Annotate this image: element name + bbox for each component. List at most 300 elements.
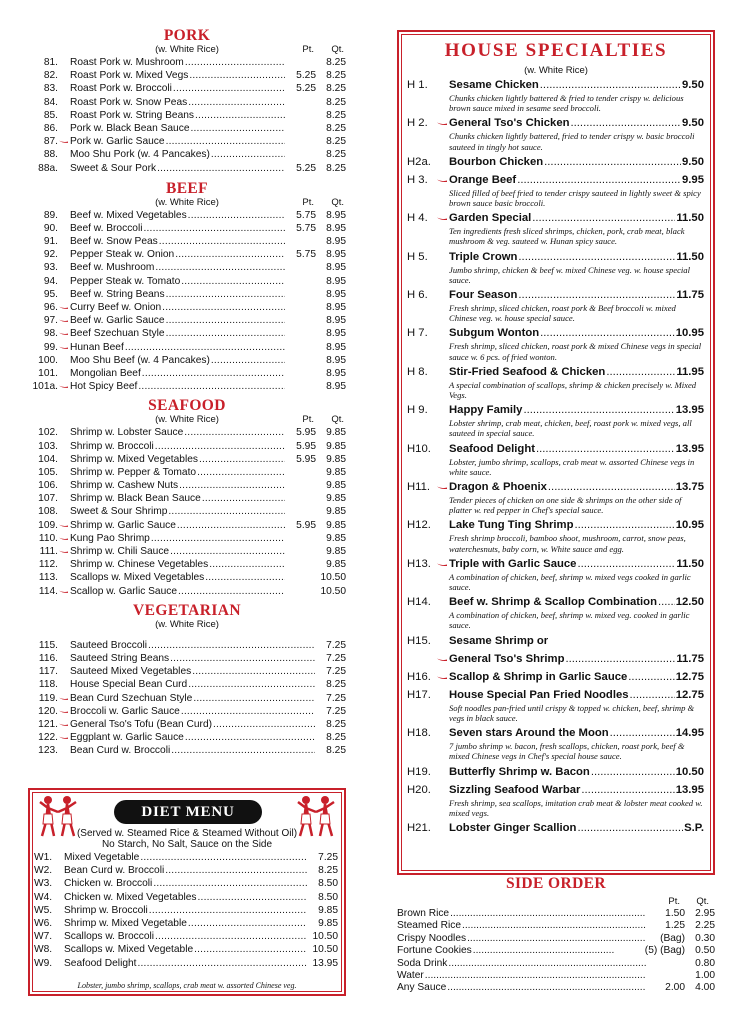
menu-item-row[interactable] — [28, 665, 346, 678]
menu-item-row[interactable] — [28, 341, 346, 354]
menu-item-row[interactable] — [28, 222, 346, 235]
menu-item-row[interactable] — [28, 248, 346, 261]
house-special-header — [407, 726, 704, 741]
menu-item-row[interactable] — [28, 209, 346, 222]
section-subheader — [28, 197, 346, 209]
item-description: Soft noodles pan-fried until crispy & topped w. chicken, beef, shrimp & vegs in black sauce. — [449, 702, 695, 723]
dot-leader — [628, 670, 674, 685]
item-name: Subgum Wonton — [449, 327, 540, 340]
menu-item-row[interactable] — [28, 367, 346, 380]
house-special-item[interactable] — [407, 480, 704, 515]
item-line — [64, 930, 338, 943]
side-order-items — [397, 908, 715, 995]
house-special-header — [407, 155, 704, 170]
menu-item-row[interactable] — [28, 692, 346, 705]
item-code: H2a. — [407, 155, 431, 168]
dot-leader — [143, 222, 285, 235]
quart-price: 8.95 — [326, 249, 346, 261]
diet-item-row[interactable] — [34, 864, 338, 877]
pint-price — [286, 466, 316, 479]
house-special-item[interactable] — [407, 78, 704, 113]
house-special-item[interactable] — [407, 155, 704, 170]
quart-price: 9.85 — [326, 466, 346, 478]
dot-leader — [213, 718, 315, 731]
quart-price: 8.95 — [326, 328, 346, 340]
side-order-row[interactable] — [397, 958, 715, 970]
section-subheader — [28, 619, 346, 631]
item-description: Fresh shrimp, sliced chicken, roast pork & Beef broccoli w. mixed Chinese veg. w. house special sauce. — [449, 303, 676, 324]
menu-item-row[interactable] — [28, 261, 346, 274]
section-note: (w. White Rice) — [155, 618, 219, 630]
dot-leader — [190, 122, 285, 135]
item-number: 117. — [38, 666, 58, 678]
item-name: Butterfly Shrimp w. Bacon — [449, 765, 590, 778]
item-name: Bean Curd Szechuan Style — [70, 692, 193, 704]
item-number: 110. — [38, 532, 58, 544]
item-line — [449, 726, 704, 741]
item-name: Shrimp w. Mixed Vegetable — [64, 917, 187, 929]
quart-price: 8.25 — [326, 149, 346, 161]
item-line — [70, 248, 346, 261]
dot-leader — [192, 665, 315, 678]
diet-item-row[interactable] — [34, 943, 338, 956]
quart-price: 4.00 — [695, 982, 715, 994]
item-price: S.P. — [684, 821, 704, 834]
house-special-header — [407, 652, 704, 667]
item-name: Pepper Steak w. Onion — [70, 249, 175, 261]
house-special-item[interactable] — [407, 288, 704, 323]
menu-item-row[interactable] — [28, 744, 346, 757]
item-name: Beef w. Garlic Sauce — [70, 315, 165, 327]
item-name: Crispy Noodles — [397, 932, 467, 944]
dot-leader — [209, 558, 285, 571]
item-name: Roast Pork w. Mushroom — [70, 57, 184, 68]
pint-price: (5) (Bag) — [644, 945, 685, 957]
section-title: SIDE ORDER — [505, 875, 607, 892]
dot-leader — [177, 519, 285, 532]
dot-leader — [517, 173, 681, 188]
item-price: 8.50 — [318, 878, 338, 890]
item-number: 85. — [43, 109, 58, 121]
item-name: Shrimp w. Black Bean Sauce — [70, 493, 201, 505]
menu-item-row[interactable] — [28, 327, 346, 340]
quart-price: 8.95 — [326, 367, 346, 379]
menu-item-row[interactable] — [28, 426, 346, 439]
dot-leader — [571, 116, 681, 131]
hot-spicy-icon — [59, 736, 68, 739]
menu-item-row[interactable] — [28, 69, 346, 82]
item-line — [70, 69, 346, 82]
item-number: 111. — [39, 546, 58, 557]
item-number: 123. — [38, 745, 58, 757]
dot-leader — [165, 864, 307, 877]
menu-item-row[interactable] — [28, 466, 346, 479]
menu-item-row[interactable] — [28, 652, 346, 665]
dot-leader — [189, 69, 285, 82]
item-line — [449, 557, 704, 572]
pint-price: 5.95 — [296, 519, 316, 531]
house-special-item[interactable] — [407, 634, 704, 649]
item-name: Eggplant w. Garlic Sauce — [70, 732, 184, 744]
menu-item-row[interactable] — [28, 96, 346, 109]
pint-price — [286, 109, 316, 122]
item-number: 102. — [38, 427, 58, 439]
pint-price — [286, 354, 316, 367]
house-special-item[interactable] — [407, 365, 704, 400]
menu-item-row[interactable] — [28, 440, 346, 453]
menu-item-row[interactable] — [28, 505, 346, 518]
item-description: Sliced filled of beef fried to tender crispy sauteed in lightly sweet & spicy brown sauce basic broccoli. — [449, 187, 701, 209]
quart-price: 10.50 — [320, 572, 346, 584]
item-line — [449, 211, 704, 226]
menu-item-row[interactable] — [28, 275, 346, 288]
item-line — [70, 162, 346, 175]
item-code: H18. — [407, 727, 431, 740]
pint-label: Pt. — [302, 414, 314, 426]
house-special-item[interactable] — [407, 688, 704, 723]
dot-leader — [155, 930, 307, 943]
pint-price — [286, 558, 316, 571]
quart-price: 0.50 — [695, 945, 715, 957]
quart-price: 9.85 — [326, 427, 346, 439]
house-special-header — [407, 326, 704, 341]
pint-price: 5.75 — [296, 222, 316, 234]
item-name: Hot Spicy Beef — [70, 381, 138, 393]
side-order-section — [397, 876, 715, 995]
menu-item-row[interactable] — [28, 380, 346, 393]
dot-leader — [171, 744, 315, 757]
item-name: Fortune Cookies — [397, 945, 472, 957]
item-number: 94. — [43, 275, 58, 287]
item-line — [70, 545, 346, 558]
quart-price: 7.25 — [326, 666, 346, 678]
dot-leader — [518, 250, 675, 265]
house-special-header — [407, 518, 704, 533]
item-line — [70, 380, 346, 393]
house-special-item[interactable] — [407, 783, 704, 818]
quart-price: 8.95 — [326, 354, 346, 366]
house-special-item[interactable] — [407, 173, 704, 208]
quart-price: 8.25 — [326, 136, 346, 148]
dot-leader — [151, 532, 285, 545]
quart-price: 8.95 — [326, 288, 346, 300]
menu-item-row[interactable] — [28, 162, 346, 175]
item-line — [449, 765, 704, 780]
item-number: 96. — [43, 302, 58, 313]
dot-leader — [125, 341, 285, 354]
dot-leader — [148, 639, 315, 652]
item-line — [449, 821, 704, 836]
pint-price — [286, 327, 316, 340]
menu-item-row[interactable] — [28, 82, 346, 95]
quart-price: 9.85 — [326, 559, 346, 571]
quart-price: 2.95 — [695, 908, 715, 919]
house-special-item[interactable] — [407, 403, 704, 438]
item-number: 81. — [43, 57, 58, 68]
item-number: 92. — [43, 249, 58, 261]
item-line — [70, 519, 346, 532]
item-price: 11.75 — [676, 652, 704, 665]
house-special-item[interactable] — [407, 250, 704, 285]
menu-item-row[interactable] — [28, 585, 346, 598]
item-line — [64, 877, 338, 890]
dot-leader — [157, 162, 285, 175]
diet-item-row[interactable] — [34, 891, 338, 904]
dot-leader — [581, 783, 674, 798]
item-line — [70, 82, 346, 95]
item-line — [70, 479, 346, 492]
side-order-row[interactable] — [397, 982, 715, 994]
dot-leader — [658, 595, 675, 610]
quart-price: 9.85 — [326, 453, 346, 465]
pint-label: Pt. — [302, 44, 314, 55]
item-name: Dragon & Phoenix — [449, 481, 547, 494]
menu-item-row[interactable] — [28, 639, 346, 652]
menu-item-row[interactable] — [28, 519, 346, 532]
side-order-row[interactable] — [397, 920, 715, 932]
item-name: Shrimp w. Broccoli — [64, 904, 148, 916]
menu-item-row[interactable] — [28, 288, 346, 301]
hot-spicy-icon — [59, 385, 68, 388]
dot-leader — [188, 209, 285, 222]
house-special-header — [407, 250, 704, 265]
house-special-item[interactable] — [407, 211, 704, 246]
dot-leader — [155, 440, 285, 453]
house-special-item[interactable] — [407, 557, 704, 592]
item-name: Sauteed Broccoli — [70, 639, 148, 651]
item-name: Roast Pork w. String Beans — [70, 109, 195, 121]
item-name: Shrimp w. Garlic Sauce — [70, 519, 176, 531]
item-description: Chunks chicken lightly battered & fried to tender crispy w. delicious brown sauce mixed in sesame seed broccoli. — [449, 93, 684, 114]
pint-price — [286, 235, 316, 248]
item-number: 93. — [43, 262, 58, 274]
dot-leader — [211, 148, 285, 161]
house-special-item[interactable] — [407, 726, 704, 761]
menu-item-row[interactable] — [28, 545, 346, 558]
item-line — [70, 109, 346, 122]
item-name: Triple with Garlic Sauce — [449, 557, 577, 570]
item-code: H 2. — [407, 117, 428, 130]
item-price: 10.95 — [675, 327, 704, 340]
item-number: 90. — [43, 222, 58, 234]
dot-leader — [188, 917, 307, 930]
pint-price — [286, 545, 316, 558]
item-name: Moo Shu Pork (w. 4 Pancakes) — [70, 149, 210, 161]
item-line — [70, 585, 346, 598]
quart-label: Qt. — [331, 414, 344, 426]
hot-spicy-icon — [437, 122, 447, 125]
item-name: Pork w. Black Bean Sauce — [70, 122, 190, 134]
side-order-row[interactable] — [397, 970, 715, 982]
dot-leader — [138, 380, 285, 393]
quart-price: 9.85 — [326, 506, 346, 518]
diet-item-row[interactable] — [34, 957, 338, 970]
house-special-item[interactable] — [407, 116, 704, 151]
menu-item-row[interactable] — [28, 718, 346, 731]
item-description: Chunks chicken lightly battered, fried to tender crispy w. basic broccoli sauteed in tingly hot sauce. — [449, 131, 695, 152]
item-name: Sauteed String Beans — [70, 652, 170, 664]
item-number: 118. — [38, 679, 58, 691]
menu-item-row[interactable] — [28, 56, 346, 69]
item-line — [70, 440, 346, 453]
house-special-item[interactable] — [407, 326, 704, 361]
dot-leader — [175, 248, 285, 261]
dot-leader — [548, 480, 675, 495]
section-title: VEGETARIAN — [133, 601, 241, 619]
diet-item-row[interactable] — [34, 877, 338, 890]
pint-price — [286, 314, 316, 327]
hot-spicy-icon — [437, 658, 447, 661]
dot-leader — [194, 943, 307, 956]
item-name: Chicken w. Mixed Vegetables — [64, 891, 197, 903]
house-special-item[interactable] — [407, 765, 704, 780]
menu-item-row[interactable] — [28, 235, 346, 248]
quart-price: 7.25 — [326, 652, 346, 664]
item-name: Shrimp w. Pepper & Tomato — [70, 466, 197, 478]
item-line — [70, 341, 346, 354]
item-price: 9.85 — [318, 904, 338, 916]
item-line — [449, 403, 704, 418]
menu-item-row[interactable] — [28, 731, 346, 744]
item-name: Roast Pork w. Snow Peas — [70, 96, 188, 108]
beef-section — [28, 181, 346, 394]
item-line — [64, 851, 338, 864]
item-description: Fresh shrimp, sliced chicken, roast pork & mixed Chinese vegs in special sauce w. 6 pcs. of fried wonton. — [449, 341, 702, 362]
item-line — [70, 639, 346, 652]
side-order-row[interactable] — [397, 945, 715, 957]
side-order-row[interactable] — [397, 908, 715, 920]
item-code: H11. — [407, 481, 431, 494]
item-line — [449, 670, 704, 685]
diet-menu-footnote: Lobster, jumbo shrimp, scallops, crab meat w. assorted Chinese veg. — [77, 981, 297, 990]
item-name: Beef w. Broccoli — [70, 222, 143, 234]
quart-price: 8.25 — [326, 732, 346, 744]
item-line — [70, 705, 346, 718]
item-line — [70, 354, 346, 367]
item-name: Shrimp w. Chili Sauce — [70, 546, 170, 557]
item-number: W1. — [34, 852, 53, 863]
menu-item-row[interactable] — [28, 571, 346, 584]
item-line — [70, 367, 346, 380]
item-number: W5. — [34, 904, 53, 916]
hot-spicy-icon — [59, 723, 68, 726]
item-name: Orange Beef — [449, 173, 517, 186]
item-line — [70, 56, 346, 69]
item-name: Scallop & Shrimp in Garlic Sauce — [449, 670, 628, 683]
house-special-header — [407, 670, 704, 685]
menu-item-row[interactable] — [28, 558, 346, 571]
house-specialties-note: (w. White Rice) — [524, 65, 588, 76]
item-code: H 9. — [407, 404, 428, 417]
item-line — [70, 426, 346, 439]
quart-price: 8.95 — [326, 341, 346, 353]
item-number: 84. — [43, 96, 58, 108]
item-number: 87. — [43, 136, 58, 148]
menu-item-row[interactable] — [28, 109, 346, 122]
house-special-item[interactable] — [407, 518, 704, 553]
house-special-item[interactable] — [407, 442, 704, 477]
house-special-header — [407, 78, 704, 93]
item-line — [70, 96, 346, 109]
item-line — [449, 326, 704, 341]
item-name: Beef w. Mixed Vegetables — [70, 209, 187, 221]
dot-leader — [591, 765, 675, 780]
dot-leader — [155, 261, 285, 274]
item-name: Broccoli w. Garlic Sauce — [70, 705, 180, 717]
item-line — [70, 222, 346, 235]
pint-price — [286, 492, 316, 505]
pint-price — [286, 148, 316, 161]
diet-item-row[interactable] — [34, 917, 338, 930]
item-line — [449, 173, 704, 188]
dot-leader — [202, 492, 285, 505]
item-number: 106. — [38, 480, 58, 492]
house-special-header — [407, 688, 704, 703]
dot-leader — [577, 557, 675, 572]
diet-item-row[interactable] — [34, 904, 338, 917]
menu-item-row[interactable] — [28, 135, 346, 148]
item-name: Chicken w. Broccoli — [64, 878, 153, 890]
pork-items — [28, 56, 346, 175]
side-order-row[interactable] — [397, 933, 715, 945]
quart-price: 8.25 — [326, 96, 346, 108]
menu-item-row[interactable] — [28, 148, 346, 161]
diet-item-row[interactable] — [34, 851, 338, 864]
dot-leader — [166, 288, 285, 301]
quart-price: 8.95 — [326, 222, 346, 234]
dot-leader — [205, 571, 285, 584]
pint-price: 2.00 — [665, 982, 685, 994]
item-name: Mongolian Beef — [70, 367, 141, 379]
quart-price: 8.25 — [326, 718, 346, 730]
section-subheader — [28, 414, 346, 426]
dot-leader — [540, 78, 681, 93]
house-special-item[interactable] — [407, 595, 704, 630]
quart-price: 9.85 — [326, 519, 346, 531]
quart-price: 2.25 — [695, 920, 715, 932]
dot-leader — [178, 585, 285, 598]
menu-item-row[interactable] — [28, 301, 346, 314]
dot-leader — [532, 211, 675, 226]
house-special-item[interactable] — [407, 670, 704, 685]
menu-item-row[interactable] — [28, 705, 346, 718]
item-code: H19. — [407, 765, 431, 778]
menu-item-row[interactable] — [28, 354, 346, 367]
item-description: Jumbo shrimp, chicken & beef w. mixed Chinese veg. w. house special sauce. — [449, 264, 690, 285]
menu-item-row[interactable] — [28, 492, 346, 505]
item-name: Hunan Beef — [70, 341, 124, 353]
dot-leader — [140, 851, 307, 864]
menu-item-row[interactable] — [28, 122, 346, 135]
quart-price: 10.50 — [320, 585, 346, 597]
house-special-item[interactable] — [407, 821, 704, 836]
house-special-item[interactable] — [407, 652, 704, 667]
item-line — [449, 595, 704, 610]
menu-item-row[interactable] — [28, 314, 346, 327]
menu-item-row[interactable] — [28, 678, 346, 691]
menu-item-row[interactable] — [28, 532, 346, 545]
item-name: Roast Pork w. Broccoli — [70, 83, 172, 95]
quart-label: Qt. — [331, 196, 344, 208]
menu-item-row[interactable] — [28, 479, 346, 492]
seafood-items — [28, 426, 346, 597]
quart-price: 8.95 — [326, 262, 346, 274]
item-name: Shrimp w. Chinese Vegetables — [70, 559, 209, 571]
diet-item-row[interactable] — [34, 930, 338, 943]
item-name: House Special Pan Fried Noodles — [449, 688, 629, 701]
quart-price: 7.25 — [326, 692, 346, 704]
menu-item-row[interactable] — [28, 453, 346, 466]
